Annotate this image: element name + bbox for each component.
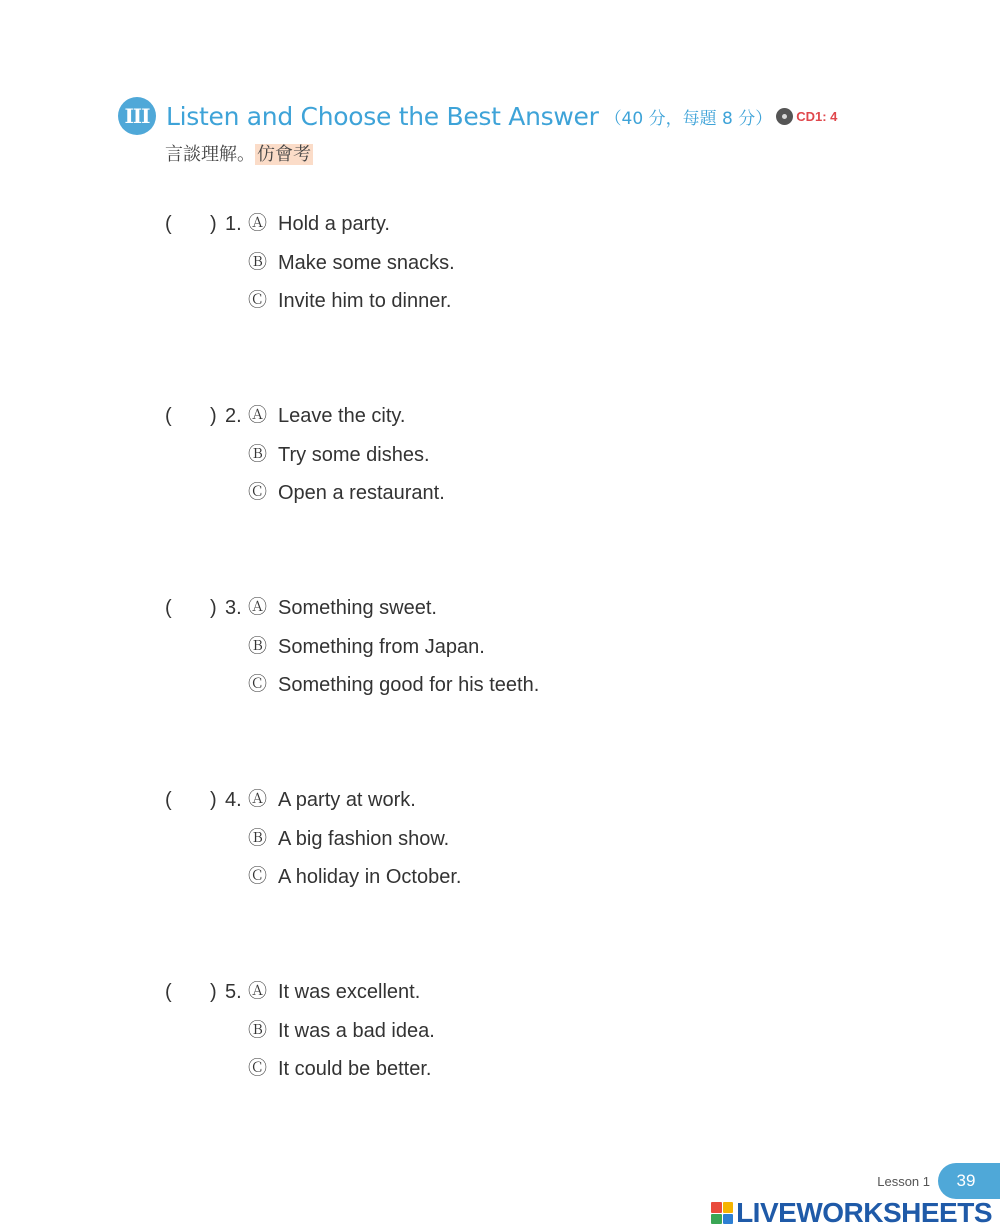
option-letter-a: Ⓐ	[248, 789, 267, 810]
option-letter-c: Ⓒ	[248, 1058, 267, 1079]
answer-blank-open[interactable]: (	[165, 789, 172, 811]
answer-blank-close: )	[210, 405, 217, 427]
liveworksheets-watermark[interactable]	[711, 1197, 992, 1229]
option-text-a: A party at work.	[278, 789, 416, 811]
option-text-c: Open a restaurant.	[278, 482, 445, 504]
section-subheader	[165, 140, 313, 166]
option-letter-b: Ⓑ	[248, 443, 267, 465]
answer-blank-close: )	[210, 213, 217, 235]
points-info: （40 分，每題 8 分）	[604, 108, 773, 129]
answer-blank-open[interactable]: (	[165, 597, 172, 619]
subheader-text: 言談理解。	[165, 144, 255, 165]
option-letter-a: Ⓐ	[248, 981, 267, 1002]
question-number: 3.	[225, 597, 242, 619]
answer-blank-close: )	[210, 789, 217, 811]
section-title: Listen and Choose the Best Answer	[166, 101, 599, 131]
page-number: 39	[938, 1163, 1000, 1199]
option-letter-b: Ⓑ	[248, 635, 267, 657]
answer-blank-open[interactable]: (	[165, 981, 172, 1003]
option-text-b: Something from Japan.	[278, 635, 485, 658]
option-letter-b: Ⓑ	[248, 827, 267, 849]
option-text-a: Leave the city.	[278, 405, 406, 427]
option-text-c: It could be better.	[278, 1058, 432, 1080]
subheader-highlight: 仿會考	[257, 144, 311, 165]
section-header	[118, 96, 837, 136]
option-letter-a: Ⓐ	[248, 597, 267, 618]
option-text-a: Something sweet.	[278, 597, 437, 619]
option-text-c: A holiday in October.	[278, 866, 462, 888]
option-letter-b: Ⓑ	[248, 251, 267, 273]
question-number: 1.	[225, 213, 242, 235]
option-letter-a: Ⓐ	[248, 213, 267, 234]
answer-blank-close: )	[210, 981, 217, 1003]
option-letter-b: Ⓑ	[248, 1019, 267, 1041]
option-text-a: Hold a party.	[278, 213, 390, 235]
option-text-b: Try some dishes.	[278, 443, 430, 466]
question-number: 4.	[225, 789, 242, 811]
option-letter-c: Ⓒ	[248, 482, 267, 503]
liveworksheets-text: LIVEWORKSHEETS	[736, 1197, 992, 1228]
lesson-label: Lesson 1	[877, 1173, 930, 1189]
option-text-c: Something good for his teeth.	[278, 674, 540, 696]
section-number-badge: III	[118, 97, 156, 135]
option-letter-a: Ⓐ	[248, 405, 267, 426]
answer-blank-close: )	[210, 597, 217, 619]
liveworksheets-logo-icon	[711, 1202, 733, 1224]
option-text-c: Invite him to dinner.	[278, 290, 452, 312]
option-letter-c: Ⓒ	[248, 866, 267, 887]
answer-blank-open[interactable]: (	[165, 213, 172, 235]
option-text-b: It was a bad idea.	[278, 1019, 435, 1042]
answer-blank-open[interactable]: (	[165, 405, 172, 427]
cd-icon[interactable]	[776, 108, 793, 125]
option-text-b: Make some snacks.	[278, 251, 455, 274]
cd-track-label: CD1: 4	[796, 108, 838, 124]
page-footer	[877, 1163, 1000, 1199]
option-text-a: It was excellent.	[278, 981, 421, 1003]
question-number: 5.	[225, 981, 242, 1003]
option-text-b: A big fashion show.	[278, 827, 450, 850]
question-number: 2.	[225, 405, 242, 427]
option-letter-c: Ⓒ	[248, 674, 267, 695]
option-letter-c: Ⓒ	[248, 290, 267, 311]
